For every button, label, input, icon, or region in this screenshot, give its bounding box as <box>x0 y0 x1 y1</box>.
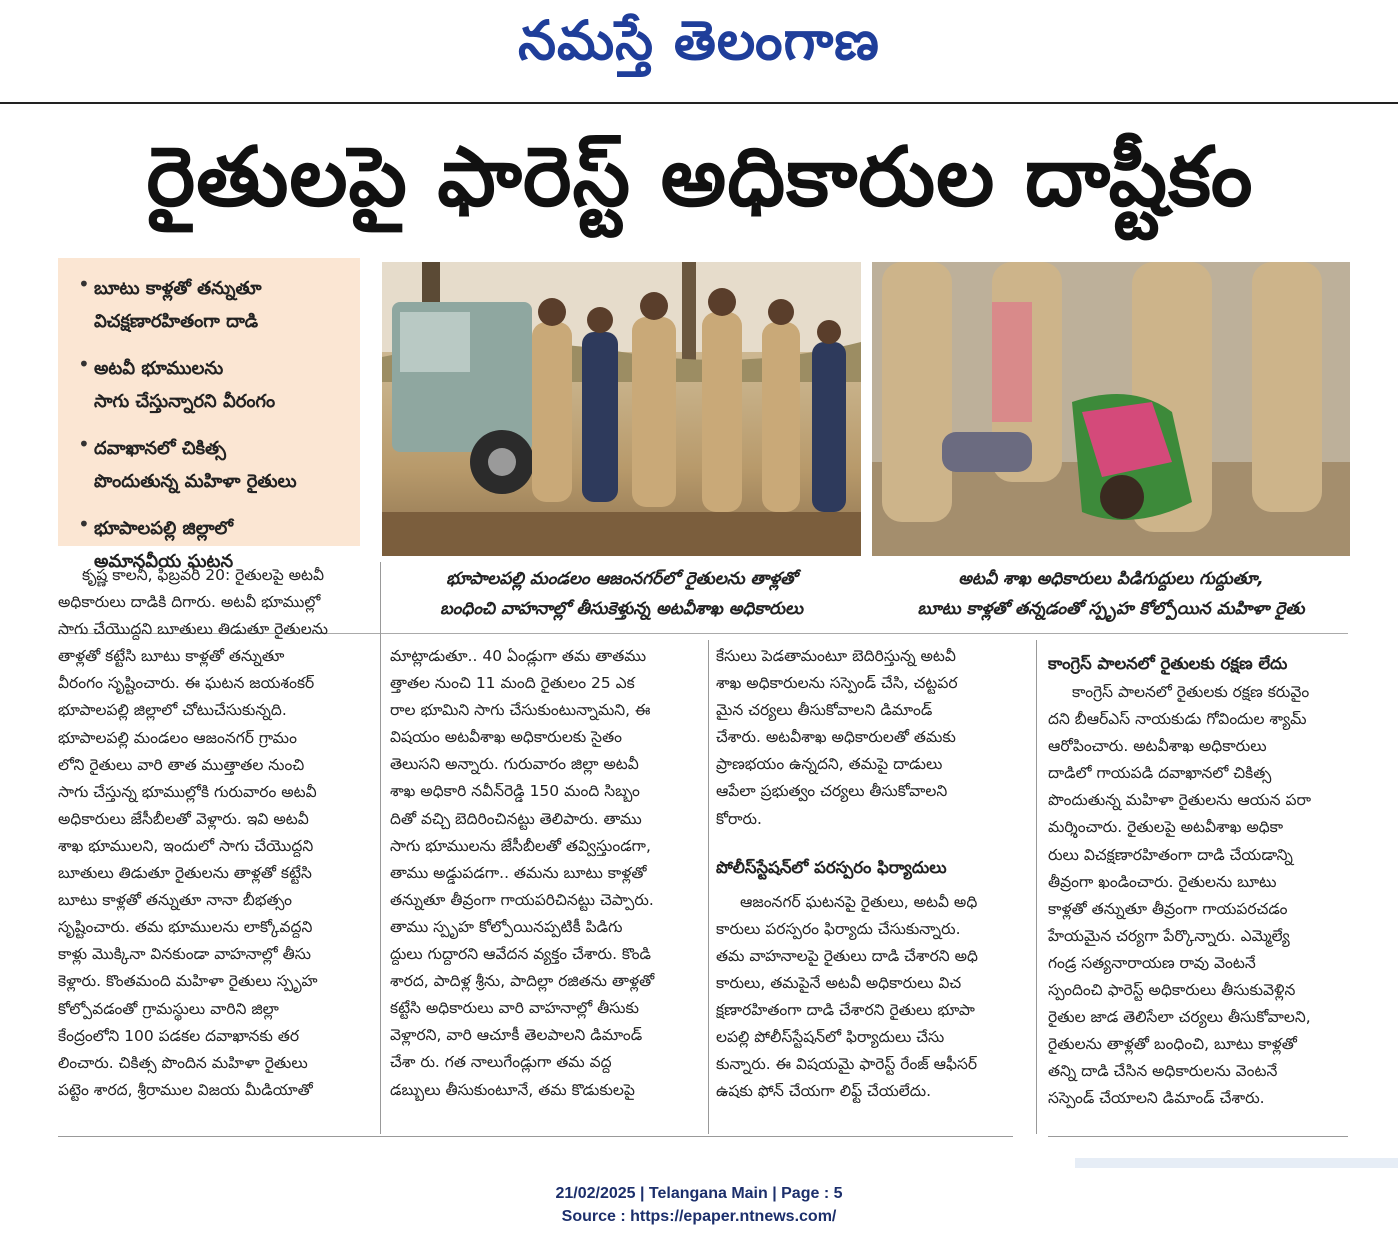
text-line: కున్నారు. ఈ విషయమై ఫారెస్ట్ రేంజ్ ఆఫీసర్ <box>716 1055 978 1074</box>
text-line: విషయం అటవీశాఖ అధికారులకు సైతం <box>390 728 622 747</box>
text-line: భూపాలపల్లి మండలం ఆజంనగర్ గ్రామం <box>58 728 297 747</box>
text-line: బూతులు తిడుతూ రైతులను తాళ్లతో కట్టేసి <box>58 864 312 883</box>
text-line: సస్పెండ్ చేయాలని డిమాండ్ చేశారు. <box>1048 1089 1265 1108</box>
text-line: తాళ్లతో కట్టేసి బూటు కాళ్లతో తన్నుతూ <box>58 647 285 666</box>
text-line: దాడిలో గాయపడి దవాఖానలో చికిత్స <box>1048 764 1272 783</box>
text-line: చేశారు. అటవీశాఖ అధికారులతో తమకు <box>716 728 956 747</box>
text-line: గండ్ర సత్యనారాయణ రావు వెంటనే <box>1048 953 1256 972</box>
photo-illustration <box>872 262 1350 556</box>
highlight-item <box>78 432 346 498</box>
text-line: పట్టెం శారద, శ్రీరాముల విజయ మీడియాతో <box>58 1080 313 1099</box>
text-line: శాఖ అధికారులను సస్పెండ్ చేసి, చట్టపర <box>716 674 958 693</box>
text-line: పొందుతున్న మహిళా రైతులను ఆయన పరా <box>1048 791 1312 810</box>
column4-subheading: కాంగ్రెస్ పాలనలో రైతులకు రక్షణ లేదు <box>1048 654 1288 673</box>
text-line: లోని రైతులు వారి తాత ముత్తాతల నుంచి <box>58 755 305 774</box>
text-line: సాగు భూములను జేసీబీలతో తవ్విస్తుండగా, <box>390 836 651 855</box>
bottom-divider <box>1048 1136 1348 1137</box>
text-line: స్పందించి ఫారెస్ట్ అధికారులు తీసుకువెళ్లిన <box>1048 981 1296 1000</box>
text-line: బూటు కాళ్లతో తన్నుతూ నానా బీభత్సం <box>58 891 292 910</box>
text-line: మాట్లాడుతూ.. 40 ఏండ్లుగా తమ తాతము <box>390 647 647 665</box>
text-line: కెళ్లారు. కొంతమంది మహిళా రైతులు స్పృహ <box>58 972 318 991</box>
photo-forest-officials-jeep <box>382 262 861 556</box>
highlight-item <box>78 352 346 418</box>
text-line: కాళ్లు మొక్కినా వినకుండా వాహనాల్లో తీసు <box>58 945 311 964</box>
column3-subheading: పోలీస్‌స్టేషన్‌లో పరస్పరం ఫిర్యాదులు <box>716 857 947 877</box>
text-line: అధికారులు దాడికి దిగారు. అటవీ భూముల్లో <box>58 593 321 612</box>
text-line: తాము స్పృహ కోల్పోయినప్పటికీ పిడిగు <box>390 917 623 936</box>
text-line: కారులు, తమపైనే అటవీ అధికారులు విచ <box>716 973 962 992</box>
text-line: భూపాలపల్లి జిల్లాలో చోటుచేసుకున్నది. <box>58 701 287 720</box>
text-line: మర్శించారు. రైతులపై అటవీశాఖ అధికా <box>1048 818 1284 837</box>
text-line: లించారు. చికిత్స పొందిన మహిళా రైతులు <box>58 1053 308 1072</box>
text-line: తన్నుతూ తీవ్రంగా గాయపరిచినట్టు చెప్పారు. <box>390 890 654 909</box>
text-line: ఉషకు ఫోన్ చేయగా లిఫ్ట్ చేయలేదు. <box>716 1082 931 1101</box>
text-line: సాగు చేస్తున్న భూముల్లోకి గురువారం అటవీ <box>58 782 317 801</box>
photo1-caption <box>382 564 861 624</box>
newspaper-masthead: నమస్తే తెలంగాణ <box>518 9 880 72</box>
photo2-caption <box>872 564 1350 624</box>
text-line: తాము అడ్డుపడగా.. తమను బూటు కాళ్లతో <box>390 863 647 882</box>
text-line: తమ వాహనాలపై రైతులు దాడి చేశారని అధి <box>716 946 978 965</box>
text-line: ఆపేలా ప్రభుత్వం చర్యలు తీసుకోవాలని <box>716 782 948 801</box>
text-line: శారద, పాదిళ్ల శ్రీను, పాదిల్లా రజితను తాళ్లతో <box>390 972 655 991</box>
footer-date-page: 21/02/2025 | Telangana Main | Page : 5 <box>555 1185 843 1202</box>
highlight-line: అమానవీయ ఘటన <box>94 551 234 572</box>
highlights-box <box>58 258 360 572</box>
text-line: ద్దులు గుద్దారని ఆవేదన వ్యక్తం చేశారు. కొండి <box>390 945 652 964</box>
article-headline: రైతులపై ఫారెస్ట్ అధికారుల దాష్టీకం <box>146 130 1254 225</box>
article-column-1 <box>58 562 374 1104</box>
text-line: కట్టేసి అధికారులు వారి వాహనాల్లో తీసుకు <box>390 999 639 1018</box>
text-line: ప్రాణభయం ఉన్నదని, తమపై దాడులు <box>716 755 943 774</box>
text-line: మైన చర్యలు తీసుకోవాలని డిమాండ్ <box>716 701 933 720</box>
caption-line: బూటు కాళ్లతో తన్నడంతో స్పృహ కోల్పోయిన మహిళా రైతు <box>917 599 1305 619</box>
text-line: డబ్బులు తీసుకుంటూనే, తమ కొడుకులపై <box>390 1080 635 1099</box>
caption-line: బంధించి వాహనాల్లో తీసుకెళ్తున్న అటవీశాఖ అధికారులు <box>440 599 803 619</box>
text-line: కాంగ్రెస్ పాలనలో రైతులకు రక్షణ కరువైం <box>1072 683 1310 701</box>
highlight-line: పొందుతున్న మహిళా రైతులు <box>94 471 297 492</box>
highlight-line: • అటవీ భూములను <box>94 358 224 379</box>
text-line: శాఖ అధికారి నవీన్‌రెడ్డి 150 మంది సిబ్బం <box>390 782 640 801</box>
text-line: కోల్పోవడంతో గ్రామస్థులు వారిని జిల్లా <box>58 999 279 1018</box>
highlight-line: విచక్షణారహితంగా దాడి <box>94 311 259 332</box>
footer-source-link[interactable]: Source : https://epaper.ntnews.com/ <box>561 1208 837 1225</box>
text-line: దితో వచ్చి బెదిరించినట్టు తెలిపారు. తాము <box>390 809 642 828</box>
text-line: రైతుల జాడ తెలిసేలా చర్యలు తీసుకోవాలని, <box>1048 1008 1311 1027</box>
text-line: ఆరోపించారు. అటవీశాఖ అధికారులు <box>1048 737 1267 756</box>
text-line: తీవ్రంగా ఖండించారు. రైతులను బూటు <box>1048 872 1277 891</box>
text-line: లపల్లి పోలీస్‌స్టేషన్‌లో ఫిర్యాదులు చేసు <box>716 1028 945 1047</box>
caption-line: భూపాలపల్లి మండలం ఆజంనగర్‌లో రైతులను తాళ్లతో <box>446 569 797 589</box>
text-line: ఆజంనగర్ ఘటనపై రైతులు, అటవీ అధి <box>740 892 978 911</box>
text-line: కాళ్లతో తన్నుతూ తీవ్రంగా గాయపరచడం <box>1048 899 1288 918</box>
text-line: రైతులను తాళ్లతో బంధించి, బూటు కాళ్లతో <box>1048 1035 1297 1054</box>
photo-woman-farmer-on-ground <box>872 262 1350 556</box>
text-line: దని బీఆర్‌ఎస్ నాయకుడు గోవిందుల శ్యామ్ <box>1048 710 1307 729</box>
text-line: వీరంగం సృష్టించారు. ఈ ఘటన జయశంకర్ <box>58 674 315 693</box>
text-line: హేయమైన చర్యగా పేర్కొన్నారు. ఎమ్మెల్యే <box>1048 926 1290 945</box>
text-line: తన్ని దాడి చేసిన అధికారులను వెంటనే <box>1048 1062 1278 1081</box>
text-line: చేశా రు. గత నాలుగేండ్లుగా తమ వద్ద <box>390 1053 612 1072</box>
caption-line: అటవీ శాఖ అధికారులు పిడిగుద్దులు గుద్దుతూ, <box>958 569 1264 589</box>
text-line: కృష్ణ కాలనీ, ఫిబ్రవరి 20: రైతులపై అటవీ <box>82 566 325 584</box>
article-column-2 <box>390 643 700 1104</box>
highlight-line: • భూపాలపల్లి జిల్లాలో <box>94 518 234 539</box>
highlight-line: సాగు చేస్తున్నారని వీరంగం <box>94 391 276 412</box>
masthead-divider <box>0 102 1398 104</box>
text-line: సాగు చేయొద్దని బూతులు తిడుతూ రైతులను <box>58 620 328 639</box>
article-column-3 <box>716 643 1028 1105</box>
column-divider <box>1036 640 1037 1134</box>
text-line: క్షణారహితంగా దాడి చేశారని రైతులు భూపా <box>716 1001 975 1020</box>
footer-strip <box>1075 1158 1398 1168</box>
column-divider <box>380 562 381 1134</box>
text-line: కేంద్రంలోని 100 పడకల దవాఖానకు తర <box>58 1026 300 1045</box>
text-line: రాల భూమిని సాగు చేసుకుంటున్నామని, ఈ <box>390 701 651 720</box>
highlight-line: • దవాఖానలో చికిత్స <box>94 438 226 459</box>
text-line: వెళ్లారని, వారి ఆచూకీ తెలపాలని డిమాండ్ <box>390 1026 643 1045</box>
text-line: రులు విచక్షణారహితంగా దాడి చేయడాన్ని <box>1048 845 1293 864</box>
highlight-line: • బూటు కాళ్లతో తన్నుతూ <box>94 278 262 299</box>
column-divider <box>708 640 709 1134</box>
text-line: సృష్టించారు. తమ భూములను లాక్కోవద్దని <box>58 918 313 937</box>
text-line: తెలుసని అన్నారు. గురువారం జిల్లా అటవీ <box>390 755 639 774</box>
highlight-item <box>78 272 346 338</box>
text-line: కోరారు. <box>716 809 762 828</box>
text-line: త్తాతల నుంచి 11 మంది రైతులం 25 ఎక <box>390 674 635 693</box>
text-line: శాఖ భూములని, ఇందులో సాగు చేయొద్దని <box>58 836 314 855</box>
text-line: కారులు పరస్పరం ఫిర్యాదు చేసుకున్నారు. <box>716 919 961 938</box>
photo-illustration <box>382 262 861 556</box>
article-column-4 <box>1048 649 1368 1113</box>
text-line: కేసులు పెడతామంటూ బెదిరిస్తున్న అటవీ <box>716 647 956 665</box>
bottom-divider <box>58 1136 1013 1137</box>
text-line: అధికారులు జేసీబీలతో వెళ్లారు. ఇవి అటవీ <box>58 809 309 828</box>
